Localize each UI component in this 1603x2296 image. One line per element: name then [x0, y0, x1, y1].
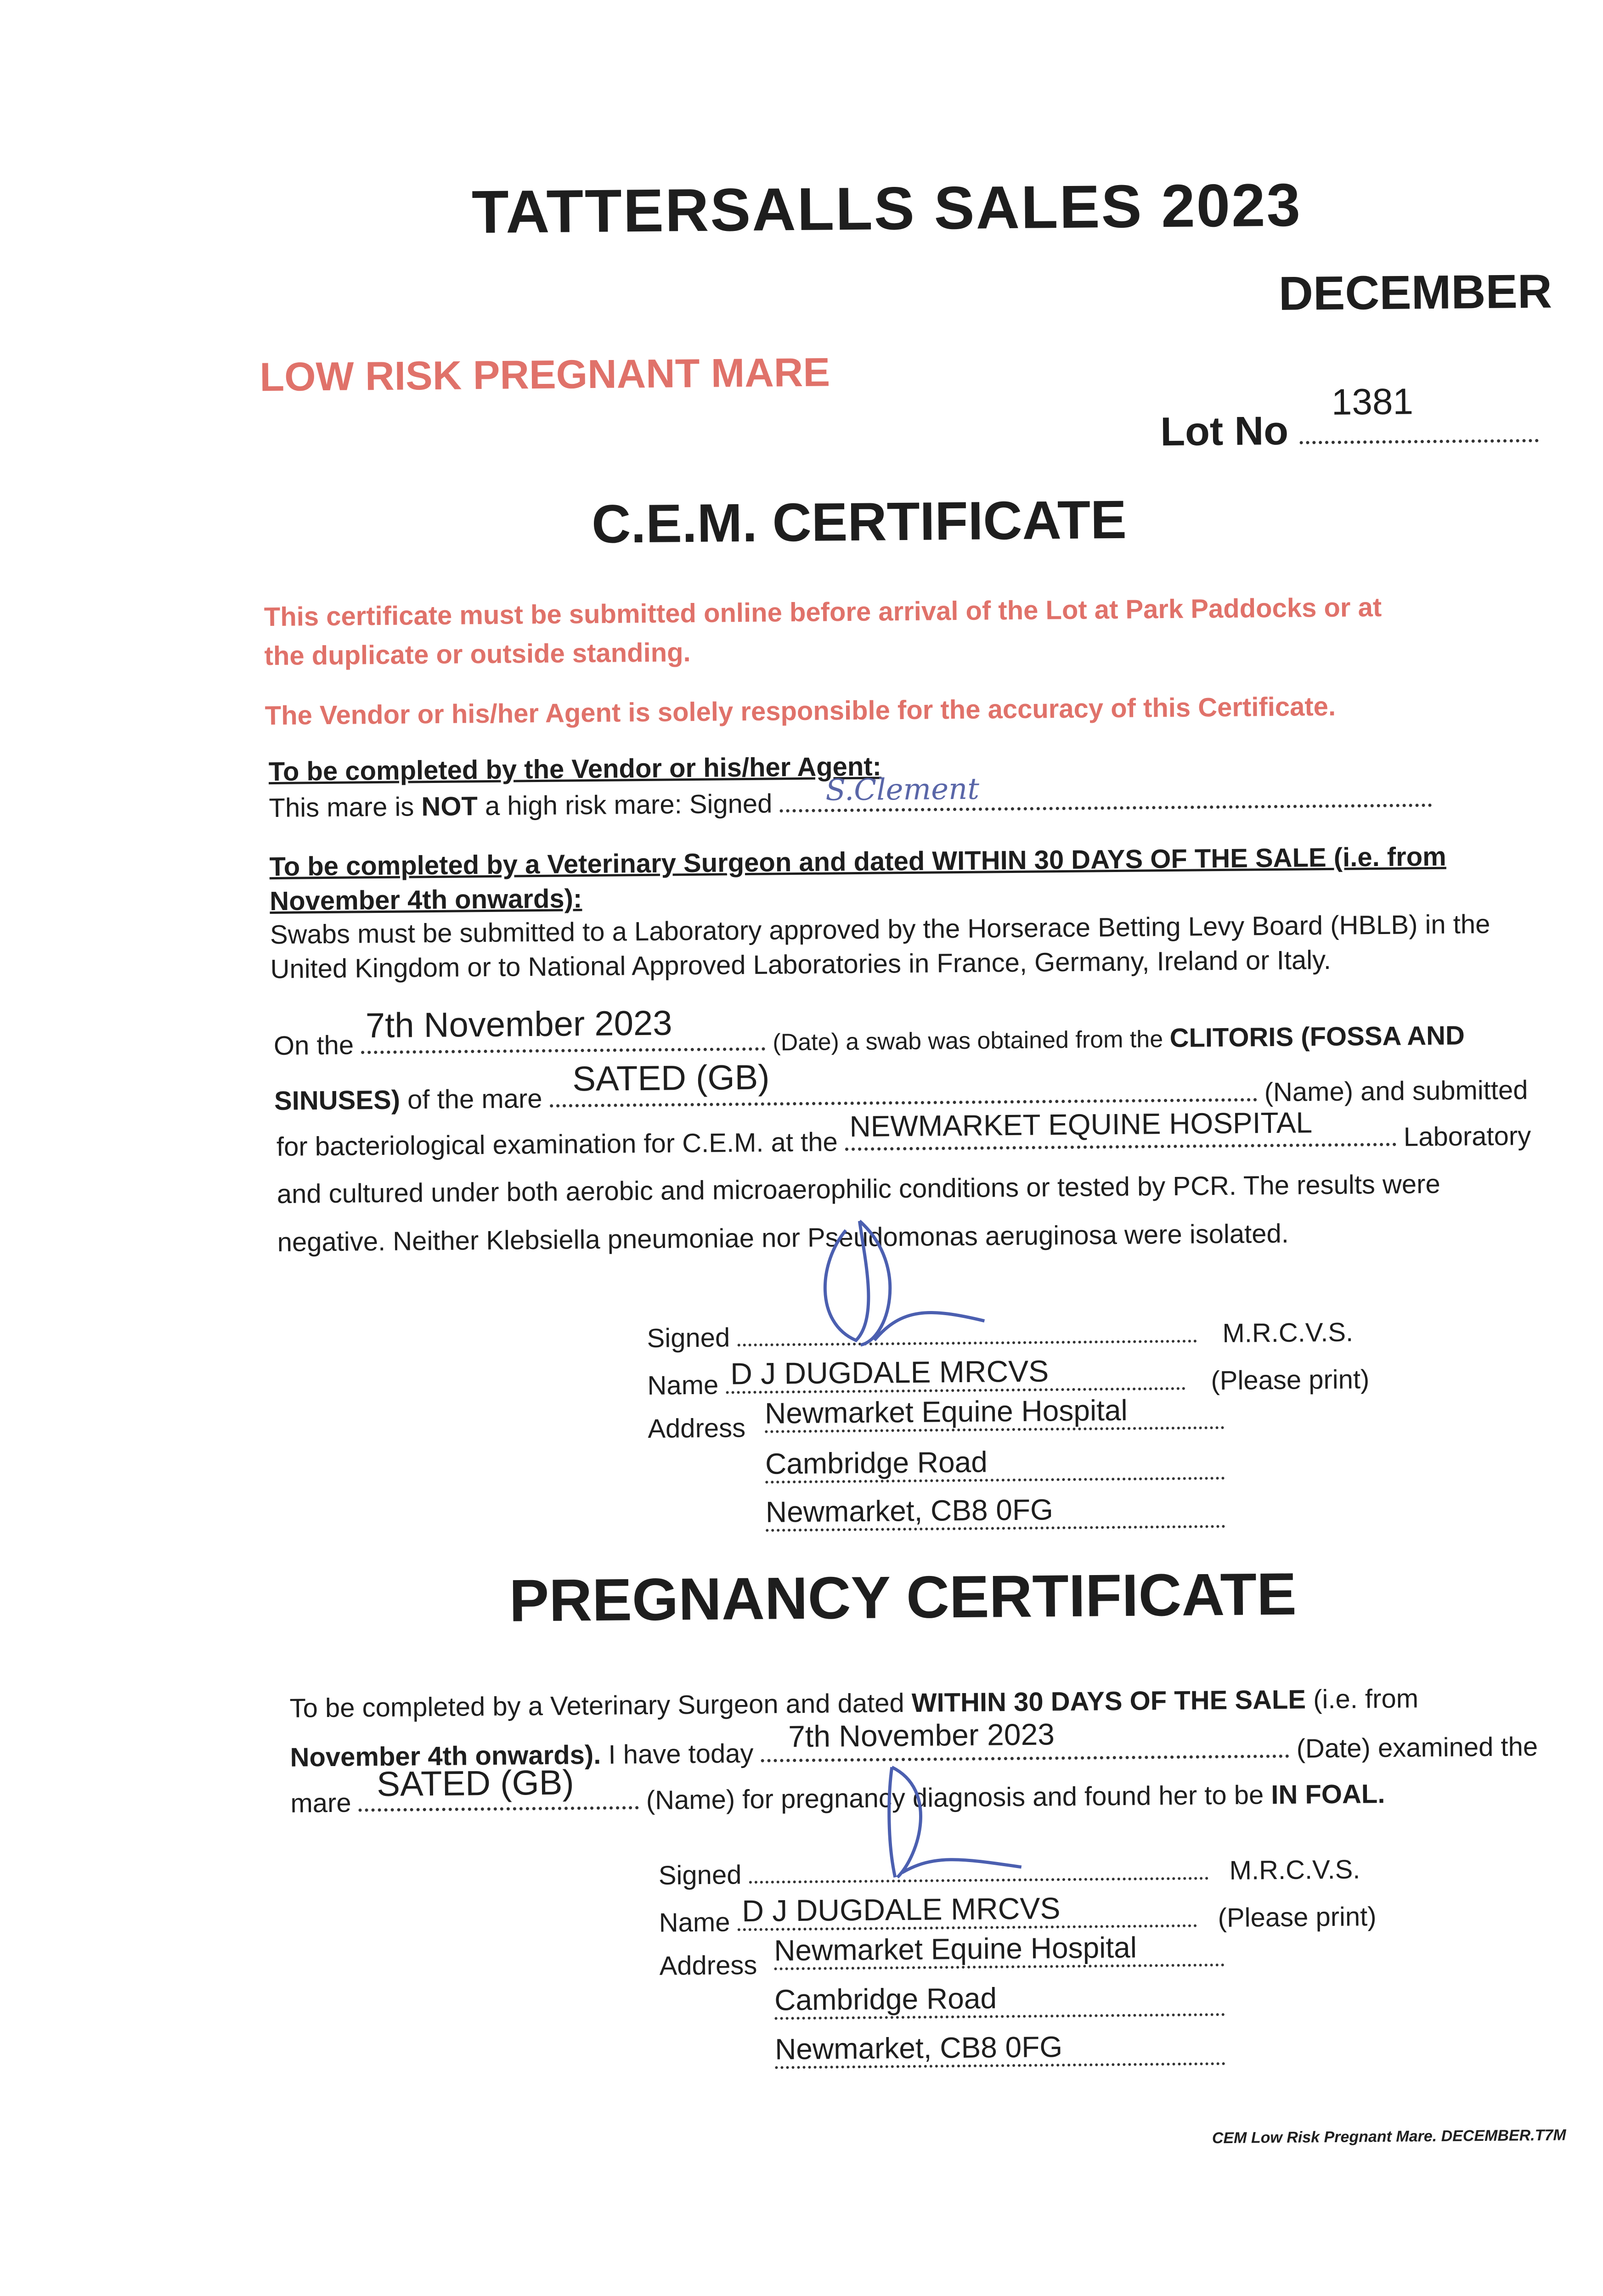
lab-name: NEWMARKET EQUINE HOSPITAL — [849, 1106, 1313, 1143]
footer-code: CEM Low Risk Pregnant Mare. DECEMBER.T7M — [1212, 2126, 1566, 2147]
preg-line-2a: November 4th onwards). — [290, 1739, 601, 1773]
swabs-text-a: Swabs must be submitted to a Laboratory approved by the Horserace Betting Levy Board (HBLB) in the — [270, 909, 1490, 950]
preg-mrcvs: M.R.C.V.S. — [1229, 1854, 1360, 1885]
preg-mare-field — [358, 1763, 638, 1812]
bact-text: for bacteriological examination for C.E.M. at the — [276, 1127, 838, 1162]
preg-vet-signature — [869, 1761, 1035, 1891]
cem-title: C.E.M. CERTIFICATE — [591, 489, 1127, 555]
preg-address-label: Address — [659, 1950, 757, 1981]
preg-vet-name: D J DUGDALE MRCVS — [742, 1891, 1061, 1928]
lot-label: Lot No — [1160, 407, 1289, 455]
vendor-not: NOT — [421, 791, 478, 822]
on-the-text: On the — [273, 1030, 354, 1061]
preg-line-2b: I have today — [601, 1738, 754, 1770]
mare-name-field — [549, 1058, 1257, 1107]
preg-mare-label: mare — [290, 1788, 351, 1818]
name-tail: (Name) and submitted — [1264, 1075, 1528, 1108]
preg-address-line-1: Newmarket Equine Hospital — [774, 1930, 1225, 1970]
lab-field — [845, 1106, 1396, 1151]
cem-name-label: Name — [647, 1370, 719, 1401]
date-tail-b: CLITORIS (FOSSA AND — [1169, 1020, 1465, 1053]
lab-line — [276, 1106, 1531, 1164]
cem-notice-2: The Vendor or his/her Agent is solely responsible for the accuracy of this Certificate. — [265, 691, 1336, 731]
sinuses-text: SINUSES) — [274, 1085, 401, 1116]
cem-notice-1b: the duplicate or outside standing. — [264, 637, 691, 671]
pregnancy-title: PREGNANCY CERTIFICATE — [508, 1560, 1297, 1634]
cem-mrcvs: M.R.C.V.S. — [1222, 1317, 1354, 1349]
vendor-signature: S.Clement — [825, 772, 980, 808]
lot-value: 1381 — [1331, 381, 1414, 422]
preg-line-3-text: (Name) for pregnancy diagnosis and found her to be — [646, 1780, 1271, 1816]
date-tail-a: (Date) a swab was obtained from the — [773, 1025, 1170, 1056]
cem-vet-name: D J DUGDALE MRCVS — [730, 1354, 1049, 1391]
swab-date-line — [273, 1003, 1465, 1063]
lot-number — [1160, 381, 1539, 455]
swab-date-field — [361, 1003, 765, 1054]
vendor-heading: To be completed by the Vendor or his/her Agent: — [268, 751, 882, 787]
category-label: LOW RISK PREGNANT MARE — [259, 349, 830, 400]
preg-please-print: (Please print) — [1218, 1902, 1377, 1933]
preg-address-line-2: Cambridge Road — [774, 1979, 1225, 2020]
cem-please-print: (Please print) — [1211, 1364, 1370, 1396]
swab-date: 7th November 2023 — [365, 1003, 672, 1046]
page-title: TATTERSALLS SALES 2023 — [471, 171, 1302, 246]
cem-mare-name: SATED (GB) — [572, 1058, 770, 1099]
cem-address-line-2: Cambridge Road — [765, 1443, 1225, 1484]
preg-name-field — [737, 1891, 1197, 1931]
vendor-signature-field — [779, 772, 1432, 812]
preg-mare-name: SATED (GB) — [376, 1763, 574, 1804]
preg-name-label: Name — [659, 1907, 730, 1938]
preg-date-field — [761, 1717, 1289, 1762]
vendor-text-b: a high risk mare: Signed — [477, 788, 773, 822]
vet-heading-a: To be completed by a Veterinary Surgeon and dated WITHIN 30 DAYS OF THE SALE (i.e. from — [269, 841, 1446, 882]
in-foal: IN FOAL. — [1271, 1778, 1385, 1810]
preg-line-1b: WITHIN 30 DAYS OF THE SALE — [911, 1684, 1306, 1718]
preg-line-2c: (Date) examined the — [1296, 1732, 1538, 1764]
cem-address-label: Address — [648, 1413, 746, 1444]
swabs-text-b: United Kingdom or to National Approved Laboratories in France, Germany, Ireland or Italy. — [270, 945, 1332, 985]
vendor-text-a: This mare is — [269, 792, 422, 823]
cem-signed-label: Signed — [647, 1322, 730, 1353]
negative-text: negative. Neither Klebsiella pneumoniae nor Pseudomonas aeruginosa were isolated. — [277, 1218, 1289, 1257]
preg-date: 7th November 2023 — [788, 1717, 1055, 1754]
cem-vet-signature — [790, 1201, 1003, 1355]
cem-name-field — [726, 1354, 1185, 1394]
vendor-line — [269, 772, 1432, 825]
lab-tail: Laboratory — [1403, 1121, 1531, 1152]
preg-line-1a: To be completed by a Veterinary Surgeon and dated — [289, 1688, 912, 1723]
of-mare-text: of the mare — [400, 1083, 542, 1115]
preg-signed-label: Signed — [658, 1860, 742, 1891]
preg-address-line-3: Newmarket, CB8 0FG — [775, 2028, 1225, 2069]
cultured-text: and cultured under both aerobic and microaerophilic conditions or tested by PCR. The results were — [277, 1169, 1440, 1209]
cem-address-line-3: Newmarket, CB8 0FG — [766, 1491, 1225, 1532]
cem-notice-1a: This certificate must be submitted online before arrival of the Lot at Park Paddocks or at — [264, 592, 1382, 632]
preg-line-1c: (i.e. from — [1305, 1683, 1419, 1715]
preg-line-3 — [290, 1763, 1385, 1820]
lot-field — [1299, 381, 1539, 445]
sale-month: DECEMBER — [1278, 264, 1552, 321]
cem-address-line-1: Newmarket Equine Hospital — [765, 1392, 1225, 1433]
vet-heading-b: November 4th onwards): — [269, 884, 582, 917]
